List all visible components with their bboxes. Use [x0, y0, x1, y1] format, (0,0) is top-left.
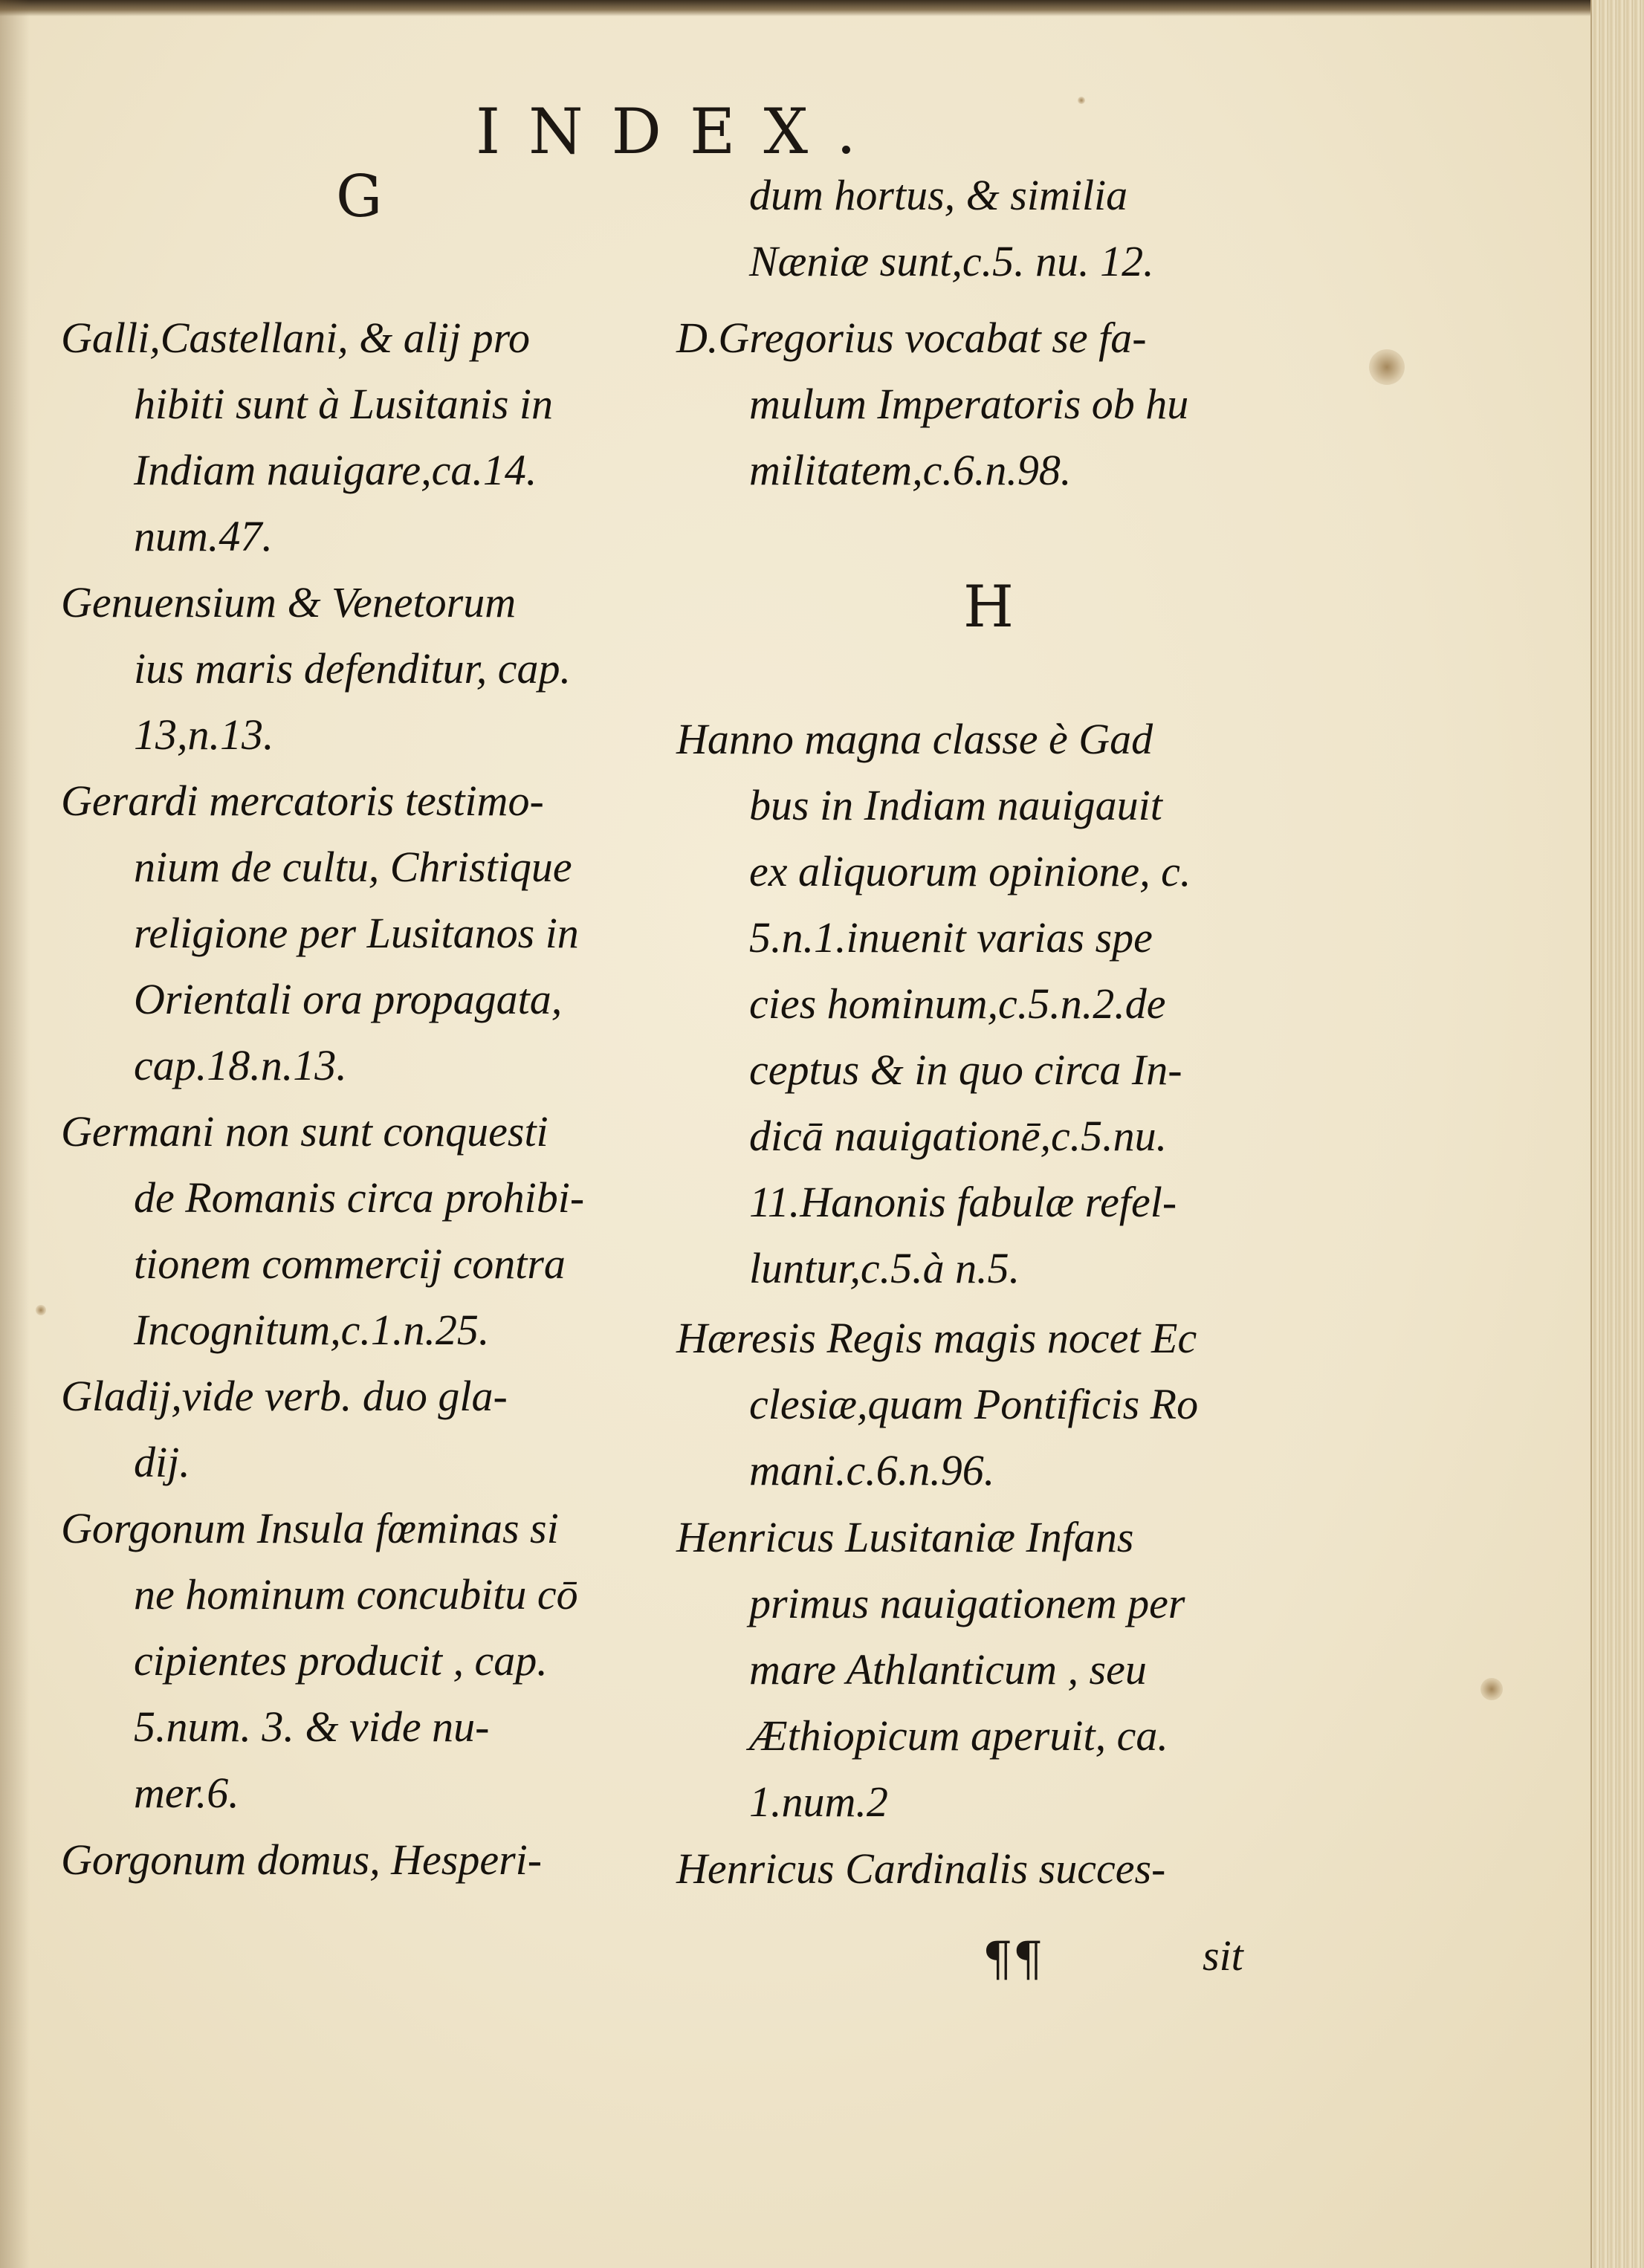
index-entry: Gladij,vide verb. duo gla- dij. [61, 1372, 508, 1486]
foxing-spot [1480, 1678, 1503, 1700]
index-entry: Henricus Cardinalis succes- [676, 1844, 1166, 1893]
index-entry: Genuensium & Venetorum ius maris defenditur, cap. 13,n.13. [61, 578, 572, 759]
index-entry-continuation: dum hortus, & similia Næniæ sunt,c.5. nu. 12. [749, 171, 1154, 285]
index-entry: Hæresis Regis magis nocet Ec clesiæ,quam Pontificis Ro mani.c.6.n.96. [676, 1314, 1199, 1494]
gutter-shadow [0, 0, 30, 2268]
section-heading-g: G [336, 163, 383, 230]
foxing-spot [1078, 97, 1085, 104]
section-heading-h: H [963, 574, 1014, 641]
signature-mark: ¶¶ [983, 1932, 1043, 1987]
index-entry: Gorgonum Insula fœminas si ne hominum concubitu cō cipientes producit , cap. 5.num. 3. & vide nu- mer.6. [61, 1504, 578, 1817]
index-entry: Germani non sunt conquesti de Romanis circa prohibi- tionem commercij contra Incognitum,c.1.n.25. [61, 1107, 585, 1354]
foxing-spot [1369, 349, 1405, 385]
running-head: INDEX. [476, 95, 884, 168]
index-entry: D.Gregorius vocabat se fa- mulum Imperatoris ob hu militatem,c.6.n.98. [676, 314, 1189, 494]
page-top-edge [0, 0, 1644, 16]
index-entry: Galli,Castellani, & alij pro hibiti sunt à Lusitanis in Indiam nauigare,ca.14. num.47. [61, 314, 553, 560]
index-entry: Henricus Lusitaniæ Infans primus nauigationem per mare Athlanticum , seu Æthiopicum aperuit, ca. 1.num.2 [676, 1513, 1185, 1826]
index-entry: Gorgonum domus, Hesperi- [61, 1836, 543, 1884]
index-entry: Hanno magna classe è Gad bus in Indiam nauigauit ex aliquorum opinione, c. 5.n.1.inuenit varias spe cies hominum,c.5.n.2.de ceptus & in quo circa In- dicā nauigationē,c.5.nu. 11.Hanonis fabulæ refel- luntur,c.5.à n.5. [676, 715, 1191, 1292]
catchword: sit [1203, 1931, 1243, 1980]
foxing-spot [36, 1305, 46, 1315]
page-fore-edge [1590, 0, 1644, 2268]
index-entry: Gerardi mercatoris testimo- nium de cultu, Christique religione per Lusitanos in Orientali ora propagata, cap.18.n.13. [61, 777, 579, 1089]
